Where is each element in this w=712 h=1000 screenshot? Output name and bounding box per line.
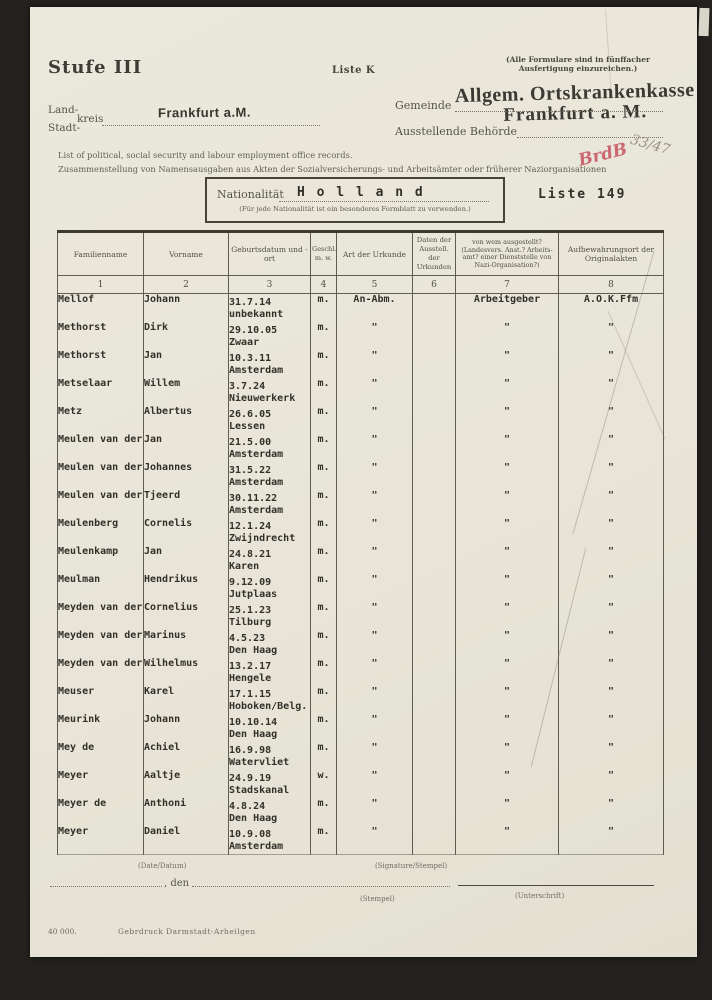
birth-date: 29.10.05 [229,325,278,336]
birth-date: 10.3.11 [229,353,272,364]
birth-place: Hengele [229,673,272,684]
cell-issued_by: " [456,742,559,770]
cell-family: Mellof [58,294,144,323]
birth-place: Jutplaas [229,589,278,600]
col-header-vorname: Vorname [144,232,229,276]
cell-date [229,322,311,350]
cell-doc: " [337,574,413,602]
cell-doc: " [337,322,413,350]
den-label: , den [164,878,190,889]
cell-doc: " [337,630,413,658]
cell-doc: " [337,434,413,462]
cell-given: Tjeerd [144,490,229,518]
cell-location: " [559,686,664,714]
stempel-caption: (Stempel) [360,895,395,903]
cell-doc: " [337,490,413,518]
unterschrift-caption: (Unterschrift) [515,892,565,900]
cell-issued_date [413,462,456,490]
table-row [58,322,664,350]
cell-location: " [559,406,664,434]
cell-issued_by: " [456,770,559,798]
cell-issued_date [413,686,456,714]
cell-family: Meulen van der [58,462,144,490]
records-body [58,294,664,855]
cell-issued_by: Arbeitgeber [456,294,559,323]
cell-issued_by: " [456,322,559,350]
cell-issued_by: " [456,406,559,434]
col-header-familienname: Familienname [58,232,144,276]
cell-sex: w. [311,770,337,798]
cell-issued_date [413,518,456,546]
cell-given: Dirk [144,322,229,350]
cell-sex: m. [311,658,337,686]
birth-place: Tilburg [229,617,272,628]
cell-sex: m. [311,714,337,742]
cell-sex: m. [311,546,337,574]
table-row [58,798,664,826]
col-number: 2 [144,276,229,294]
form-copies-notice: (Alle Formulare sind in fünffacher Ausfertigung einzureichen.) [506,55,650,73]
cell-issued_by: " [456,630,559,658]
cell-sex: m. [311,742,337,770]
stufe-heading: Stufe III [48,57,143,78]
col-number: 7 [456,276,559,294]
cell-family: Meyden van der [58,602,144,630]
cell-family: Meyer de [58,798,144,826]
cell-given: Hendrikus [144,574,229,602]
column-number-row [58,276,664,294]
birth-date: 30.11.22 [229,493,278,504]
cell-given: Karel [144,686,229,714]
cell-sex: m. [311,350,337,378]
table-row [58,294,664,323]
birth-date: 26.6.05 [229,409,272,420]
cell-sex: m. [311,630,337,658]
cell-issued_date [413,826,456,855]
cell-location: " [559,770,664,798]
cell-sex: m. [311,686,337,714]
cell-doc: " [337,798,413,826]
birth-date: 9.12.09 [229,577,272,588]
cell-location: " [559,742,664,770]
cell-date [229,518,311,546]
date-datum-caption: (Date/Datum) [138,862,187,870]
records-table [57,230,664,855]
cell-issued_date [413,350,456,378]
cell-given: Achiel [144,742,229,770]
cell-family: Metz [58,406,144,434]
cell-date [229,546,311,574]
table-row [58,742,664,770]
cell-issued_by: " [456,714,559,742]
cell-sex: m. [311,574,337,602]
signature-line [458,885,654,886]
cell-sex: m. [311,602,337,630]
cell-given: Daniel [144,826,229,855]
birth-date: 3.7.24 [229,381,266,392]
birth-place: Watervliet [229,757,290,768]
cell-date [229,350,311,378]
birth-place: Den Haag [229,645,278,656]
birth-date: 31.7.14 [229,297,272,308]
cell-location: " [559,322,664,350]
cell-doc: " [337,602,413,630]
cell-location: " [559,798,664,826]
cell-given: Anthoni [144,798,229,826]
cell-location: " [559,490,664,518]
table-row [58,826,664,855]
cell-date [229,378,311,406]
cell-date [229,630,311,658]
cell-date [229,686,311,714]
cell-issued_date [413,742,456,770]
cell-date [229,602,311,630]
birth-date: 16.9.98 [229,745,272,756]
cell-doc: " [337,518,413,546]
cell-given: Jan [144,434,229,462]
signature-stempel-caption: (Signature/Stempel) [375,862,448,870]
birth-place: Stadskanal [229,785,290,796]
birth-place: Hoboken/Belg. [229,701,308,712]
cell-issued_by: " [456,462,559,490]
cell-family: Mey de [58,742,144,770]
date-line [192,886,450,887]
kreis-label: kreis [77,113,104,125]
cell-location: " [559,826,664,855]
cell-sex: m. [311,518,337,546]
table-row [58,434,664,462]
cell-date [229,798,311,826]
liste-k-label: Liste K [332,65,376,76]
cell-location: " [559,630,664,658]
cell-issued_date [413,630,456,658]
birth-place: Den Haag [229,729,278,740]
col-header-daten: Daten der Ausstell. der Urkunden [413,232,456,276]
table-row [58,770,664,798]
cell-issued_date [413,658,456,686]
birth-date: 10.10.14 [229,717,278,728]
place-line [50,886,162,887]
cell-issued_date [413,602,456,630]
cell-given: Jan [144,546,229,574]
birth-date: 24.8.21 [229,549,272,560]
cell-location: " [559,546,664,574]
birth-date: 17.1.15 [229,689,272,700]
cell-doc: " [337,350,413,378]
cell-doc: " [337,658,413,686]
birth-place: Karen [229,561,260,572]
cell-given: Cornelis [144,518,229,546]
cell-sex: m. [311,378,337,406]
behoerde-label: Ausstellende Behörde [395,125,518,138]
cell-given: Johann [144,294,229,323]
cell-issued_by: " [456,490,559,518]
birth-place: Den Haag [229,813,278,824]
col-number: 6 [413,276,456,294]
cell-issued_by: " [456,658,559,686]
cell-date [229,714,311,742]
cell-doc: " [337,406,413,434]
cell-sex: m. [311,434,337,462]
cell-date [229,742,311,770]
cell-given: Marinus [144,630,229,658]
cell-issued_date [413,770,456,798]
cell-family: Meyden van der [58,658,144,686]
col-header-geschlecht: Geschl. m. w. [311,232,337,276]
birth-place: Amsterdam [229,477,284,488]
cell-issued_by: " [456,686,559,714]
birth-place: Lessen [229,421,266,432]
birth-date: 21.5.00 [229,437,272,448]
table-row [58,350,664,378]
cell-issued_date [413,322,456,350]
cell-date [229,574,311,602]
cell-issued_date [413,406,456,434]
col-number: 4 [311,276,337,294]
col-number: 3 [229,276,311,294]
birth-place: Amsterdam [229,841,284,852]
cell-sex: m. [311,462,337,490]
birth-place: unbekannt [229,309,284,320]
table-row [58,658,664,686]
cell-doc: " [337,686,413,714]
cell-family: Meulenberg [58,518,144,546]
cell-doc: " [337,378,413,406]
cell-date [229,294,311,323]
cell-issued_by: " [456,826,559,855]
table-row [58,630,664,658]
handwritten-red-annotation: BrdB [576,139,630,171]
nationality-box [205,177,505,223]
kreis-stamped-value: Frankfurt a.M. [157,104,252,121]
cell-family: Meulman [58,574,144,602]
cell-issued_by: " [456,434,559,462]
records-header [58,232,664,294]
cell-family: Meyer [58,770,144,798]
office-stamp: Allgem. Ortskrankenkasse Frankfurt a. M. [454,78,695,126]
cell-issued_by: " [456,378,559,406]
cell-issued_by: " [456,518,559,546]
liste-number: Liste 149 [538,187,627,202]
nationality-field-line [279,201,489,202]
cell-location: " [559,574,664,602]
cell-location: " [559,462,664,490]
stadt-label: Stadt- [48,122,81,134]
birth-place: Zwaar [229,337,260,348]
table-row [58,602,664,630]
printer-imprint: Gebrdruck Darmstadt-Arheilgen [118,927,256,936]
col-number: 5 [337,276,413,294]
cell-issued_date [413,546,456,574]
scan-edge-artifact [699,8,710,36]
col-header-geburtsdatum: Geburtsdatum und -ort [229,232,311,276]
cell-location: " [559,378,664,406]
col-header-aufbewahrungsort: Aufbewahrungsort der Originalakten [559,232,664,276]
cell-doc: " [337,770,413,798]
col-header-ausgestellt: von wem ausgestellt? (Landesvers. Anst.? Arbeitsamt? einer Dienststelle von Nazi-Organisation?) [456,232,559,276]
cell-given: Aaltje [144,770,229,798]
cell-family: Meuser [58,686,144,714]
cell-sex: m. [311,826,337,855]
cell-date [229,406,311,434]
cell-issued_date [413,490,456,518]
col-number: 1 [58,276,144,294]
cell-doc: " [337,826,413,855]
cell-location: " [559,518,664,546]
cell-given: Johannes [144,462,229,490]
cell-issued_by: " [456,350,559,378]
birth-date: 25.1.23 [229,605,272,616]
birth-date: 24.9.19 [229,773,272,784]
birth-place: Nieuwerkerk [229,393,296,404]
birth-place: Amsterdam [229,365,284,376]
table-row [58,714,664,742]
table-row [58,490,664,518]
cell-given: Jan [144,350,229,378]
kreis-field-line [102,125,320,126]
land-label: Land- [48,104,79,116]
cell-issued_by: " [456,798,559,826]
table-row [58,378,664,406]
document-scan [30,7,697,957]
birth-date: 12.1.24 [229,521,272,532]
cell-issued_date [413,714,456,742]
english-description: List of political, social security and labour employment office records. [58,150,353,160]
birth-date: 31.5.22 [229,465,272,476]
cell-location: " [559,350,664,378]
cell-given: Wilhelmus [144,658,229,686]
cell-sex: m. [311,294,337,323]
col-header-urkunde: Art der Urkunde [337,232,413,276]
cell-given: Cornelius [144,602,229,630]
print-run: 40 000. [48,927,77,936]
cell-location: " [559,658,664,686]
cell-issued_date [413,434,456,462]
birth-date: 4.8.24 [229,801,266,812]
cell-family: Metselaar [58,378,144,406]
cell-family: Meurink [58,714,144,742]
cell-location: A.O.K.Ffm [559,294,664,323]
cell-doc: " [337,546,413,574]
birth-date: 10.9.08 [229,829,272,840]
cell-issued_date [413,294,456,323]
birth-date: 4.5.23 [229,633,266,644]
birth-date: 13.2.17 [229,661,272,672]
nationality-note: (Für jede Nationalität ist ein besonderes Formblatt zu verwenden.) [239,205,471,213]
birth-place: Zwijndrecht [229,533,296,544]
cell-sex: m. [311,798,337,826]
cell-doc: An-Abm. [337,294,413,323]
cell-given: Willem [144,378,229,406]
cell-doc: " [337,462,413,490]
cell-sex: m. [311,322,337,350]
cell-issued_by: " [456,574,559,602]
cell-given: Johann [144,714,229,742]
cell-sex: m. [311,490,337,518]
birth-place: Amsterdam [229,449,284,460]
cell-doc: " [337,742,413,770]
cell-date [229,770,311,798]
cell-location: " [559,714,664,742]
table-row [58,546,664,574]
nationality-value: H o l l a n d [297,185,425,200]
cell-sex: m. [311,406,337,434]
table-row [58,462,664,490]
cell-doc: " [337,714,413,742]
cell-family: Meyden van der [58,630,144,658]
cell-family: Methorst [58,350,144,378]
cell-given: Albertus [144,406,229,434]
cell-family: Meulenkamp [58,546,144,574]
cell-date [229,658,311,686]
cell-family: Meyer [58,826,144,855]
cell-family: Meulen van der [58,490,144,518]
header-row [58,232,664,276]
cell-issued_by: " [456,602,559,630]
cell-issued_date [413,798,456,826]
table-row [58,686,664,714]
gemeinde-field-line [455,111,663,112]
cell-issued_date [413,574,456,602]
col-number: 8 [559,276,664,294]
german-description: Zusammenstellung von Namensausgaben aus Akten der Sozialversicherungs- und Arbeitsämter oder früherer Naziorganisationen [58,164,607,174]
nationality-label: Nationalität [217,188,284,201]
cell-date [229,490,311,518]
cell-issued_date [413,378,456,406]
handwritten-pencil-annotation: 33/47 [628,131,672,159]
birth-place: Amsterdam [229,505,284,516]
cell-family: Meulen van der [58,434,144,462]
cell-date [229,462,311,490]
cell-location: " [559,434,664,462]
cell-family: Methorst [58,322,144,350]
cell-location: " [559,602,664,630]
cell-date [229,826,311,855]
gemeinde-label: Gemeinde [395,99,452,112]
cell-issued_by: " [456,546,559,574]
cell-date [229,434,311,462]
table-row [58,406,664,434]
